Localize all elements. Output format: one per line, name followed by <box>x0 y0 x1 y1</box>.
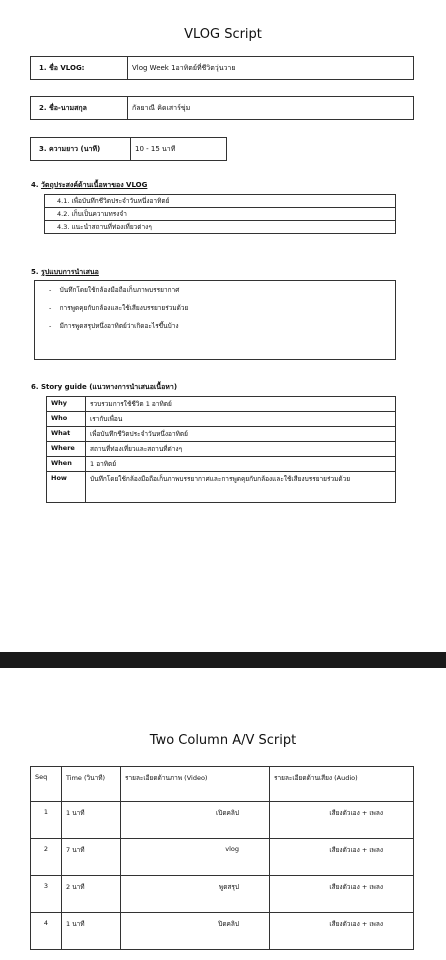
av-script-table <box>30 766 414 950</box>
list-item-text: การพูดคุยกับกล้องและใช้เสียงบรรยายร่วมด้วย <box>59 304 189 312</box>
story-key: Why <box>47 397 86 412</box>
list-item-text: มีการพูดสรุปหนึ่งอาทิตย์ว่าเกิดอะไรขึ้นบ้าง <box>59 322 179 330</box>
list-item: 4.1. เพื่อบันทึกชีวิตประจำวันหนึ่งอาทิตย์ <box>45 195 396 208</box>
table-row <box>31 839 414 876</box>
table-row <box>47 427 396 442</box>
video-cell: พูดสรุป <box>121 876 270 913</box>
vlog-name-box <box>30 56 414 80</box>
format-heading-text: รูปแบบการนำเสนอ <box>40 268 99 276</box>
time-cell: 1 นาที <box>62 802 121 839</box>
story-value: รวบรวมการใช้ชีวิต 1 อาทิตย์ <box>86 397 396 412</box>
table-row <box>31 913 414 950</box>
table-row <box>47 472 396 503</box>
video-cell: ปิดคลิป <box>121 913 270 950</box>
story-key: How <box>47 472 86 503</box>
vlog-name-label: 1. ชื่อ VLOG: <box>31 57 128 79</box>
format-heading <box>31 267 99 278</box>
av-script-title: Two Column A/V Script <box>149 733 297 748</box>
table-row <box>31 876 414 913</box>
story-value: 1 อาทิตย์ <box>86 457 396 472</box>
story-guide-table <box>46 396 396 503</box>
list-item: - การพูดคุยกับกล้องและใช้เสียงบรรยายร่วมด้วย <box>49 304 189 312</box>
author-name-box <box>30 96 414 120</box>
duration-box <box>30 137 227 161</box>
video-cell: เปิดคลิป <box>121 802 270 839</box>
story-key: When <box>47 457 86 472</box>
document-title: VLOG Script <box>184 27 262 42</box>
story-value: เรากับเพื่อน <box>86 412 396 427</box>
seq-cell: 2 <box>31 839 62 876</box>
story-value: บันทึกโดยใช้กล้องมือถือเก็บภาพบรรยากาศและการพูดคุยกับกล้องและใช้เสียงบรรยายร่วมด้วย <box>86 472 396 503</box>
list-item: - บันทึกโดยใช้กล้องมือถือเก็บภาพบรรยากาศ <box>49 286 180 294</box>
story-heading-number: 6. <box>31 383 39 391</box>
audio-cell: เสียงตัวเอง + เพลง <box>270 876 414 913</box>
seq-cell: 3 <box>31 876 62 913</box>
column-header: Time (วินาที) <box>62 767 121 802</box>
audio-cell: เสียงตัวเอง + เพลง <box>270 802 414 839</box>
format-heading-number: 5. <box>31 268 39 276</box>
objectives-list <box>44 194 396 234</box>
list-item: 4.2. เก็บเป็นความทรงจำ <box>45 208 396 221</box>
story-value: สถานที่ท่องเที่ยวและสถานที่ต่างๆ <box>86 442 396 457</box>
table-row <box>47 442 396 457</box>
vlog-name-value: Vlog Week 1อาทิตย์ที่ชีวิตวุ่นวาย <box>132 63 236 72</box>
time-cell: 2 นาที <box>62 876 121 913</box>
list-item: - มีการพูดสรุปหนึ่งอาทิตย์ว่าเกิดอะไรขึ้นบ้าง <box>49 322 179 330</box>
table-row <box>47 457 396 472</box>
duration-label: 3. ความยาว (นาที) <box>31 138 131 160</box>
column-header: รายละเอียดด้านภาพ (Video) <box>121 767 270 802</box>
objectives-heading-text: วัตถุประสงค์ด้านเนื้อหาของ VLOG <box>40 181 148 189</box>
table-row <box>47 397 396 412</box>
author-name-label: 2. ชื่อ-นามสกุล <box>31 97 128 119</box>
audio-cell: เสียงตัวเอง + เพลง <box>270 839 414 876</box>
seq-cell: 4 <box>31 913 62 950</box>
objectives-heading-number: 4. <box>31 181 39 189</box>
audio-cell: เสียงตัวเอง + เพลง <box>270 913 414 950</box>
story-heading-text: Story guide (แนวทางการนำเสนอเนื้อหา) <box>40 383 178 391</box>
objectives-heading <box>31 180 147 191</box>
video-cell: vlog <box>121 839 270 876</box>
story-guide-heading <box>31 382 177 393</box>
column-header: รายละเอียดด้านเสียง (Audio) <box>270 767 414 802</box>
story-key: Who <box>47 412 86 427</box>
duration-value: 10 - 15 นาที <box>135 144 176 153</box>
page-break-divider <box>0 652 446 668</box>
story-key: What <box>47 427 86 442</box>
time-cell: 1 นาที <box>62 913 121 950</box>
table-row <box>31 802 414 839</box>
list-item: 4.3. แนะนำสถานที่ท่องเที่ยวต่างๆ <box>45 221 396 234</box>
format-list <box>34 280 396 360</box>
table-header-row <box>31 767 414 802</box>
column-header: Seq <box>31 767 62 802</box>
list-item-text: บันทึกโดยใช้กล้องมือถือเก็บภาพบรรยากาศ <box>59 286 180 294</box>
time-cell: 7 นาที <box>62 839 121 876</box>
author-name-value: กัลยาณี คิดเสาร์ขุ่ม <box>132 103 191 112</box>
story-value: เพื่อบันทึกชีวิตประจำวันหนึ่งอาทิตย์ <box>86 427 396 442</box>
seq-cell: 1 <box>31 802 62 839</box>
table-row <box>47 412 396 427</box>
story-key: Where <box>47 442 86 457</box>
